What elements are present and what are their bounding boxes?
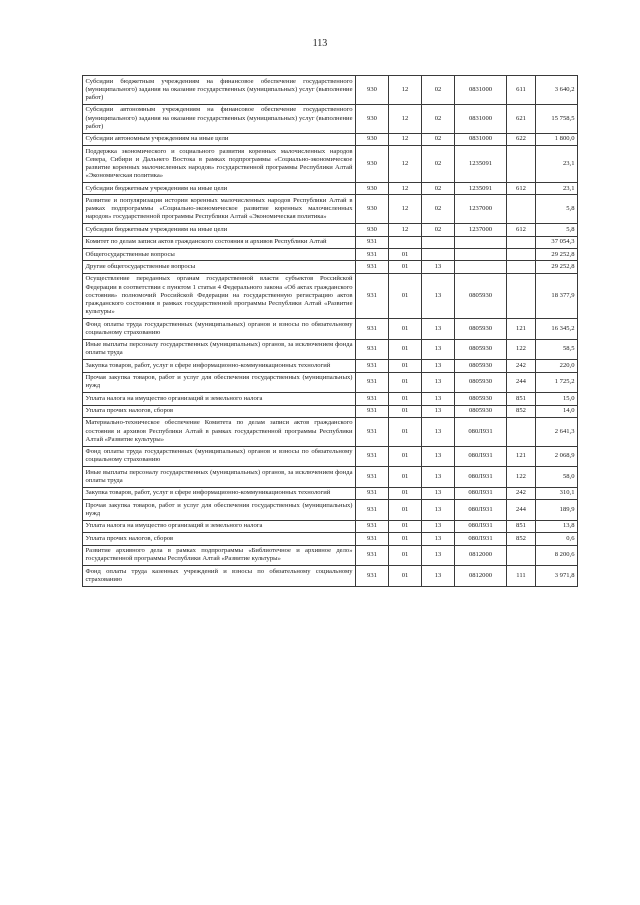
- amount-cell: 220,0: [536, 360, 578, 372]
- subsection-code-cell: 02: [422, 104, 455, 133]
- target-article-cell: 1237000: [455, 224, 507, 236]
- section-code-cell: 12: [389, 76, 422, 105]
- section-code-cell: 01: [389, 566, 422, 587]
- amount-cell: 15 758,5: [536, 104, 578, 133]
- expense-type-cell: [507, 248, 536, 260]
- row-name-cell: Поддержка экономического и социального развития коренных малочисленных народов Севера, Сибири и Дальнего Востока в рамках подпрограммы «Социально-экономическое развитие коренных малочисленных народов» государственной программы Республики Алтай «Экономическая политика»: [83, 145, 356, 182]
- subsection-code-cell: 02: [422, 145, 455, 182]
- subsection-code-cell: 02: [422, 133, 455, 145]
- expense-type-cell: 852: [507, 405, 536, 417]
- section-code-cell: 12: [389, 182, 422, 194]
- subsection-code-cell: 13: [422, 261, 455, 273]
- table-row: [83, 224, 578, 236]
- amount-cell: 2 068,9: [536, 446, 578, 467]
- expense-type-cell: [507, 261, 536, 273]
- table-row: [83, 261, 578, 273]
- section-code-cell: 12: [389, 145, 422, 182]
- amount-cell: 8 200,6: [536, 545, 578, 566]
- expense-type-cell: [507, 236, 536, 248]
- subsection-code-cell: 02: [422, 76, 455, 105]
- subsection-code-cell: 13: [422, 360, 455, 372]
- ministry-code-cell: 930: [356, 145, 389, 182]
- subsection-code-cell: 13: [422, 520, 455, 532]
- subsection-code-cell: 13: [422, 487, 455, 499]
- row-name-cell: Прочая закупка товаров, работ и услуг для обеспечения государственных (муниципальных) нужд: [83, 500, 356, 521]
- amount-cell: 2 641,3: [536, 417, 578, 446]
- amount-cell: 1 800,0: [536, 133, 578, 145]
- section-code-cell: 01: [389, 446, 422, 467]
- amount-cell: 37 054,3: [536, 236, 578, 248]
- subsection-code-cell: 02: [422, 224, 455, 236]
- target-article-cell: 0805930: [455, 273, 507, 318]
- expense-type-cell: 621: [507, 104, 536, 133]
- expense-type-cell: 244: [507, 372, 536, 393]
- expense-type-cell: [507, 545, 536, 566]
- subsection-code-cell: 13: [422, 467, 455, 488]
- amount-cell: 310,1: [536, 487, 578, 499]
- target-article-cell: 080Л931: [455, 417, 507, 446]
- ministry-code-cell: 931: [356, 545, 389, 566]
- expense-type-cell: 852: [507, 533, 536, 545]
- expense-type-cell: [507, 195, 536, 224]
- row-name-cell: Другие общегосударственные вопросы: [83, 261, 356, 273]
- section-code-cell: 01: [389, 248, 422, 260]
- target-article-cell: 080Л931: [455, 533, 507, 545]
- ministry-code-cell: 930: [356, 195, 389, 224]
- row-name-cell: Фонд оплаты труда государственных (муниципальных) органов и взносы по обязательному социальному страхованию: [83, 446, 356, 467]
- target-article-cell: 0831000: [455, 76, 507, 105]
- subsection-code-cell: 13: [422, 393, 455, 405]
- budget-table-body: [83, 76, 578, 587]
- row-name-cell: Общегосударственные вопросы: [83, 248, 356, 260]
- ministry-code-cell: 930: [356, 182, 389, 194]
- amount-cell: 5,8: [536, 224, 578, 236]
- expense-type-cell: 612: [507, 224, 536, 236]
- target-article-cell: 080Л931: [455, 500, 507, 521]
- section-code-cell: 12: [389, 224, 422, 236]
- row-name-cell: Материально-техническое обеспечение Комитета по делам записи актов гражданского состояния и архивов Республики Алтай в рамках государственной программы Республики Алтай «Развитие культуры»: [83, 417, 356, 446]
- target-article-cell: 0805930: [455, 318, 507, 339]
- section-code-cell: 01: [389, 417, 422, 446]
- amount-cell: 3 640,2: [536, 76, 578, 105]
- ministry-code-cell: 931: [356, 446, 389, 467]
- expense-type-cell: 121: [507, 318, 536, 339]
- section-code-cell: [389, 236, 422, 248]
- page-number: 113: [312, 38, 328, 49]
- target-article-cell: 0805930: [455, 405, 507, 417]
- expense-type-cell: [507, 145, 536, 182]
- section-code-cell: 01: [389, 487, 422, 499]
- expense-type-cell: 851: [507, 520, 536, 532]
- table-row: [83, 339, 578, 360]
- subsection-code-cell: 13: [422, 273, 455, 318]
- table-row: [83, 520, 578, 532]
- amount-cell: 18 377,9: [536, 273, 578, 318]
- row-name-cell: Развитие архивного дела в рамках подпрограммы «Библиотечное и архивное дело» государственной программы Республики Алтай «Развитие культуры»: [83, 545, 356, 566]
- expense-type-cell: 122: [507, 467, 536, 488]
- subsection-code-cell: 02: [422, 182, 455, 194]
- table-row: [83, 104, 578, 133]
- target-article-cell: 0805930: [455, 372, 507, 393]
- target-article-cell: [455, 261, 507, 273]
- subsection-code-cell: [422, 248, 455, 260]
- ministry-code-cell: 931: [356, 261, 389, 273]
- target-article-cell: 080Л931: [455, 446, 507, 467]
- row-name-cell: Субсидии бюджетным учреждениям на иные цели: [83, 224, 356, 236]
- row-name-cell: Закупка товаров, работ, услуг в сфере информационно-коммуникационных технологий: [83, 487, 356, 499]
- amount-cell: 5,8: [536, 195, 578, 224]
- table-row: [83, 236, 578, 248]
- subsection-code-cell: 13: [422, 500, 455, 521]
- section-code-cell: 01: [389, 339, 422, 360]
- target-article-cell: 080Л931: [455, 520, 507, 532]
- amount-cell: 16 345,2: [536, 318, 578, 339]
- table-row: [83, 248, 578, 260]
- row-name-cell: Уплата налога на имущество организаций и земельного налога: [83, 520, 356, 532]
- amount-cell: 189,9: [536, 500, 578, 521]
- table-row: [83, 446, 578, 467]
- target-article-cell: [455, 248, 507, 260]
- section-code-cell: 12: [389, 133, 422, 145]
- row-name-cell: Фонд оплаты труда государственных (муниципальных) органов и взносы по обязательному социальному страхованию: [83, 318, 356, 339]
- row-name-cell: Субсидии бюджетным учреждениям на финансовое обеспечение государственного (муниципального) задания на оказание государственных (муниципальных) услуг (выполнение работ): [83, 76, 356, 105]
- table-row: [83, 182, 578, 194]
- amount-cell: 13,8: [536, 520, 578, 532]
- ministry-code-cell: 931: [356, 393, 389, 405]
- ministry-code-cell: 931: [356, 273, 389, 318]
- section-code-cell: 01: [389, 533, 422, 545]
- row-name-cell: Осуществление переданных органам государственной власти субъектов Российской Федерации в соответствии с пунктом 1 статьи 4 Федерального закона «Об актах гражданского состояния» полномочий Российской Федерации на государственную регистрацию актов гражданского состояния в рамках государственной программы Республики Алтай «Развитие культуры»: [83, 273, 356, 318]
- table-row: [83, 405, 578, 417]
- table-row: [83, 393, 578, 405]
- ministry-code-cell: 931: [356, 417, 389, 446]
- row-name-cell: Уплата налога на имущество организаций и земельного налога: [83, 393, 356, 405]
- table-row: [83, 467, 578, 488]
- target-article-cell: 0805930: [455, 393, 507, 405]
- subsection-code-cell: 13: [422, 533, 455, 545]
- row-name-cell: Иные выплаты персоналу государственных (муниципальных) органов, за исключением фонда оплаты труда: [83, 467, 356, 488]
- table-row: [83, 533, 578, 545]
- amount-cell: 14,0: [536, 405, 578, 417]
- target-article-cell: 1235091: [455, 182, 507, 194]
- target-article-cell: 0812000: [455, 545, 507, 566]
- ministry-code-cell: 931: [356, 236, 389, 248]
- expense-type-cell: 612: [507, 182, 536, 194]
- ministry-code-cell: 930: [356, 133, 389, 145]
- ministry-code-cell: 931: [356, 566, 389, 587]
- ministry-code-cell: 931: [356, 533, 389, 545]
- table-row: [83, 145, 578, 182]
- expense-type-cell: [507, 273, 536, 318]
- row-name-cell: Развитие и популяризация истории коренных малочисленных народов Республики Алтай в рамках подпрограммы «Социально-экономическое развитие коренных малочисленных народов» государственной программы Республики Алтай «Экономическая политика»: [83, 195, 356, 224]
- table-row: [83, 372, 578, 393]
- section-code-cell: 01: [389, 545, 422, 566]
- section-code-cell: 01: [389, 467, 422, 488]
- ministry-code-cell: 931: [356, 318, 389, 339]
- amount-cell: 0,6: [536, 533, 578, 545]
- expense-type-cell: 122: [507, 339, 536, 360]
- target-article-cell: 1237000: [455, 195, 507, 224]
- row-name-cell: Иные выплаты персоналу государственных (муниципальных) органов, за исключением фонда оплаты труда: [83, 339, 356, 360]
- amount-cell: 3 971,8: [536, 566, 578, 587]
- row-name-cell: Субсидии автономным учреждениям на иные цели: [83, 133, 356, 145]
- expense-type-cell: 121: [507, 446, 536, 467]
- table-row: [83, 273, 578, 318]
- section-code-cell: 01: [389, 405, 422, 417]
- section-code-cell: 12: [389, 195, 422, 224]
- amount-cell: 23,1: [536, 182, 578, 194]
- table-row: [83, 76, 578, 105]
- table-row: [83, 500, 578, 521]
- amount-cell: 23,1: [536, 145, 578, 182]
- subsection-code-cell: 13: [422, 417, 455, 446]
- budget-table: [82, 75, 578, 587]
- ministry-code-cell: 930: [356, 224, 389, 236]
- table-row: [83, 545, 578, 566]
- target-article-cell: 080Л931: [455, 487, 507, 499]
- ministry-code-cell: 931: [356, 467, 389, 488]
- table-row: [83, 360, 578, 372]
- subsection-code-cell: 13: [422, 318, 455, 339]
- expense-type-cell: 622: [507, 133, 536, 145]
- table-row: [83, 195, 578, 224]
- ministry-code-cell: 931: [356, 500, 389, 521]
- expense-type-cell: 851: [507, 393, 536, 405]
- subsection-code-cell: 13: [422, 545, 455, 566]
- table-row: [83, 566, 578, 587]
- subsection-code-cell: 13: [422, 339, 455, 360]
- amount-cell: 29 252,8: [536, 261, 578, 273]
- section-code-cell: 01: [389, 393, 422, 405]
- row-name-cell: Фонд оплаты труда казенных учреждений и взносы по обязательному социальному страхованию: [83, 566, 356, 587]
- section-code-cell: 01: [389, 273, 422, 318]
- section-code-cell: 01: [389, 372, 422, 393]
- ministry-code-cell: 931: [356, 405, 389, 417]
- subsection-code-cell: 13: [422, 566, 455, 587]
- target-article-cell: 0805930: [455, 360, 507, 372]
- target-article-cell: 0831000: [455, 133, 507, 145]
- expense-type-cell: 611: [507, 76, 536, 105]
- table-row: [83, 133, 578, 145]
- section-code-cell: 01: [389, 360, 422, 372]
- ministry-code-cell: 931: [356, 248, 389, 260]
- ministry-code-cell: 931: [356, 520, 389, 532]
- amount-cell: 1 725,2: [536, 372, 578, 393]
- ministry-code-cell: 931: [356, 372, 389, 393]
- target-article-cell: 0831000: [455, 104, 507, 133]
- expense-type-cell: 242: [507, 360, 536, 372]
- expense-type-cell: 242: [507, 487, 536, 499]
- row-name-cell: Субсидии бюджетным учреждениям на иные цели: [83, 182, 356, 194]
- row-name-cell: Субсидии автономным учреждениям на финансовое обеспечение государственного (муниципального) задания на оказание государственных (муниципальных) услуг (выполнение работ): [83, 104, 356, 133]
- target-article-cell: 0805930: [455, 339, 507, 360]
- subsection-code-cell: [422, 236, 455, 248]
- table-row: [83, 487, 578, 499]
- expense-type-cell: [507, 417, 536, 446]
- expense-type-cell: 111: [507, 566, 536, 587]
- row-name-cell: Комитет по делам записи актов гражданского состояния и архивов Республики Алтай: [83, 236, 356, 248]
- amount-cell: 58,5: [536, 339, 578, 360]
- row-name-cell: Закупка товаров, работ, услуг в сфере информационно-коммуникационных технологий: [83, 360, 356, 372]
- target-article-cell: 0812000: [455, 566, 507, 587]
- section-code-cell: 01: [389, 520, 422, 532]
- subsection-code-cell: 02: [422, 195, 455, 224]
- amount-cell: 58,0: [536, 467, 578, 488]
- ministry-code-cell: 931: [356, 339, 389, 360]
- ministry-code-cell: 930: [356, 76, 389, 105]
- section-code-cell: 01: [389, 500, 422, 521]
- target-article-cell: 080Л931: [455, 467, 507, 488]
- ministry-code-cell: 931: [356, 487, 389, 499]
- subsection-code-cell: 13: [422, 372, 455, 393]
- expense-type-cell: 244: [507, 500, 536, 521]
- subsection-code-cell: 13: [422, 405, 455, 417]
- amount-cell: 15,0: [536, 393, 578, 405]
- row-name-cell: Прочая закупка товаров, работ и услуг для обеспечения государственных (муниципальных) нужд: [83, 372, 356, 393]
- subsection-code-cell: 13: [422, 446, 455, 467]
- target-article-cell: 1235091: [455, 145, 507, 182]
- table-row: [83, 417, 578, 446]
- ministry-code-cell: 930: [356, 104, 389, 133]
- row-name-cell: Уплата прочих налогов, сборов: [83, 405, 356, 417]
- section-code-cell: 01: [389, 261, 422, 273]
- row-name-cell: Уплата прочих налогов, сборов: [83, 533, 356, 545]
- table-row: [83, 318, 578, 339]
- section-code-cell: 01: [389, 318, 422, 339]
- amount-cell: 29 252,8: [536, 248, 578, 260]
- ministry-code-cell: 931: [356, 360, 389, 372]
- target-article-cell: [455, 236, 507, 248]
- section-code-cell: 12: [389, 104, 422, 133]
